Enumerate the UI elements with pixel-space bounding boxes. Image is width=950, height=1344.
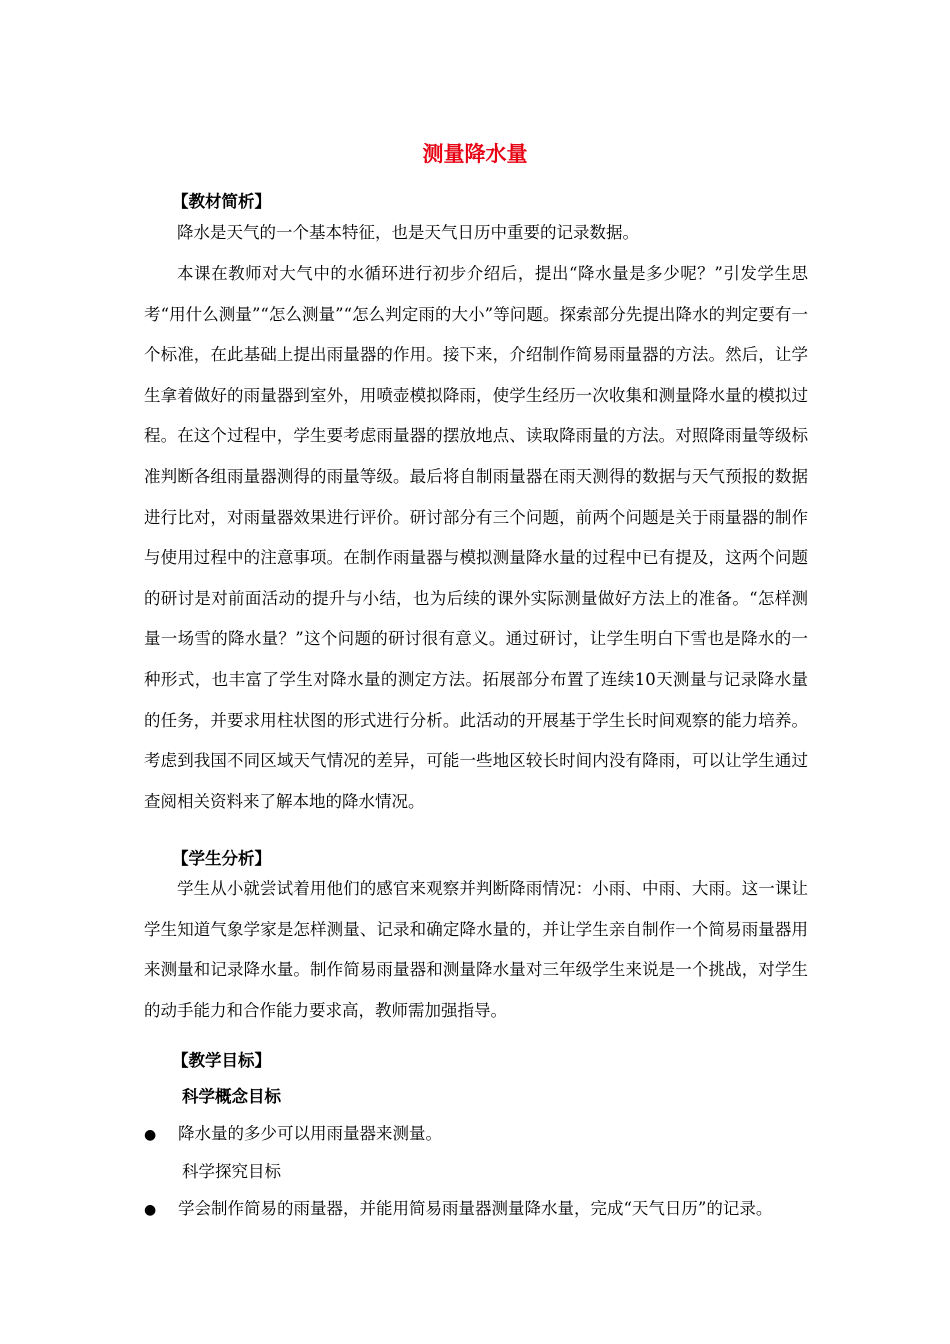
inquiry-goal-heading: 科学探究目标 [182, 1162, 281, 1181]
section-heading-goals: 【教学目标】 [172, 1051, 271, 1070]
students-paragraph: 学生从小就尝试着用他们的感官来观察并判断降雨情况：小雨、中雨、大雨。这一课让学生知道气象学家是怎样测量、记录和确定降水量的，并让学生亲自制作一个简易雨量器用来测量和记录降水量。制作简易雨量器和测量降水量对三年级学生来说是一个挑战，对学生的动手能力和合作能力要求高，教师需加强指导。 [144, 879, 808, 1020]
concept-goal-item [144, 1120, 824, 1144]
page-title: 测量降水量 [422, 141, 528, 166]
materials-paragraph-1: 降水是天气的一个基本特征，也是天气日历中重要的记录数据。 [177, 223, 639, 242]
concept-goal-text: 降水量的多少可以用雨量器来测量。 [178, 1124, 442, 1143]
inquiry-goal-text: 学会制作简易的雨量器，并能用简易雨量器测量降水量，完成“天气日历”的记录。 [178, 1199, 773, 1218]
bullet-icon: ● [144, 1127, 157, 1143]
inquiry-goal-item [144, 1195, 824, 1219]
materials-paragraph-2: 本课在教师对大气中的水循环进行初步介绍后，提出“降水量是多少呢？”引发学生思考“用什么测量”“怎么测量”“怎么判定雨的大小”等问题。探索部分先提出降水的判定要有一个标准，在此基础上提出雨量器的作用。接下来，介绍制作简易雨量器的方法。然后，让学生拿着做好的雨量器到室外，用喷壶模拟降雨，使学生经历一次收集和测量降水量的模拟过程。在这个过程中，学生要考虑雨量器的摆放地点、读取降雨量的方法。对照降雨量等级标准判断各组雨量器测得的雨量等级。最后将自制雨量器在雨天测得的数据与天气预报的数据进行比对，对雨量器效果进行评价。研讨部分有三个问题，前两个问题是关于雨量器的制作与使用过程中的注意事项。在制作雨量器与模拟测量降水量的过程中已有提及，这两个问题的研讨是对前面活动的提升与小结，也为后续的课外实际测量做好方法上的准备。“怎样测量一场雪的降水量？”这个问题的研讨很有意义。通过研讨，让学生明白下雪也是降水的一种形式，也丰富了学生对降水量的测定方法。拓展部分布置了连续10天测量与记录降水量的任务，并要求用柱状图的形式进行分析。此活动的开展基于学生长时间观察的能力培养。考虑到我国不同区域天气情况的差异，可能一些地区较长时间内没有降雨，可以让学生通过查阅相关资料来了解本地的降水情况。 [144, 264, 808, 811]
section-heading-students: 【学生分析】 [172, 849, 271, 868]
section-heading-materials: 【教材简析】 [172, 192, 271, 211]
bullet-icon: ● [144, 1202, 157, 1218]
concept-goal-heading: 科学概念目标 [182, 1087, 281, 1106]
